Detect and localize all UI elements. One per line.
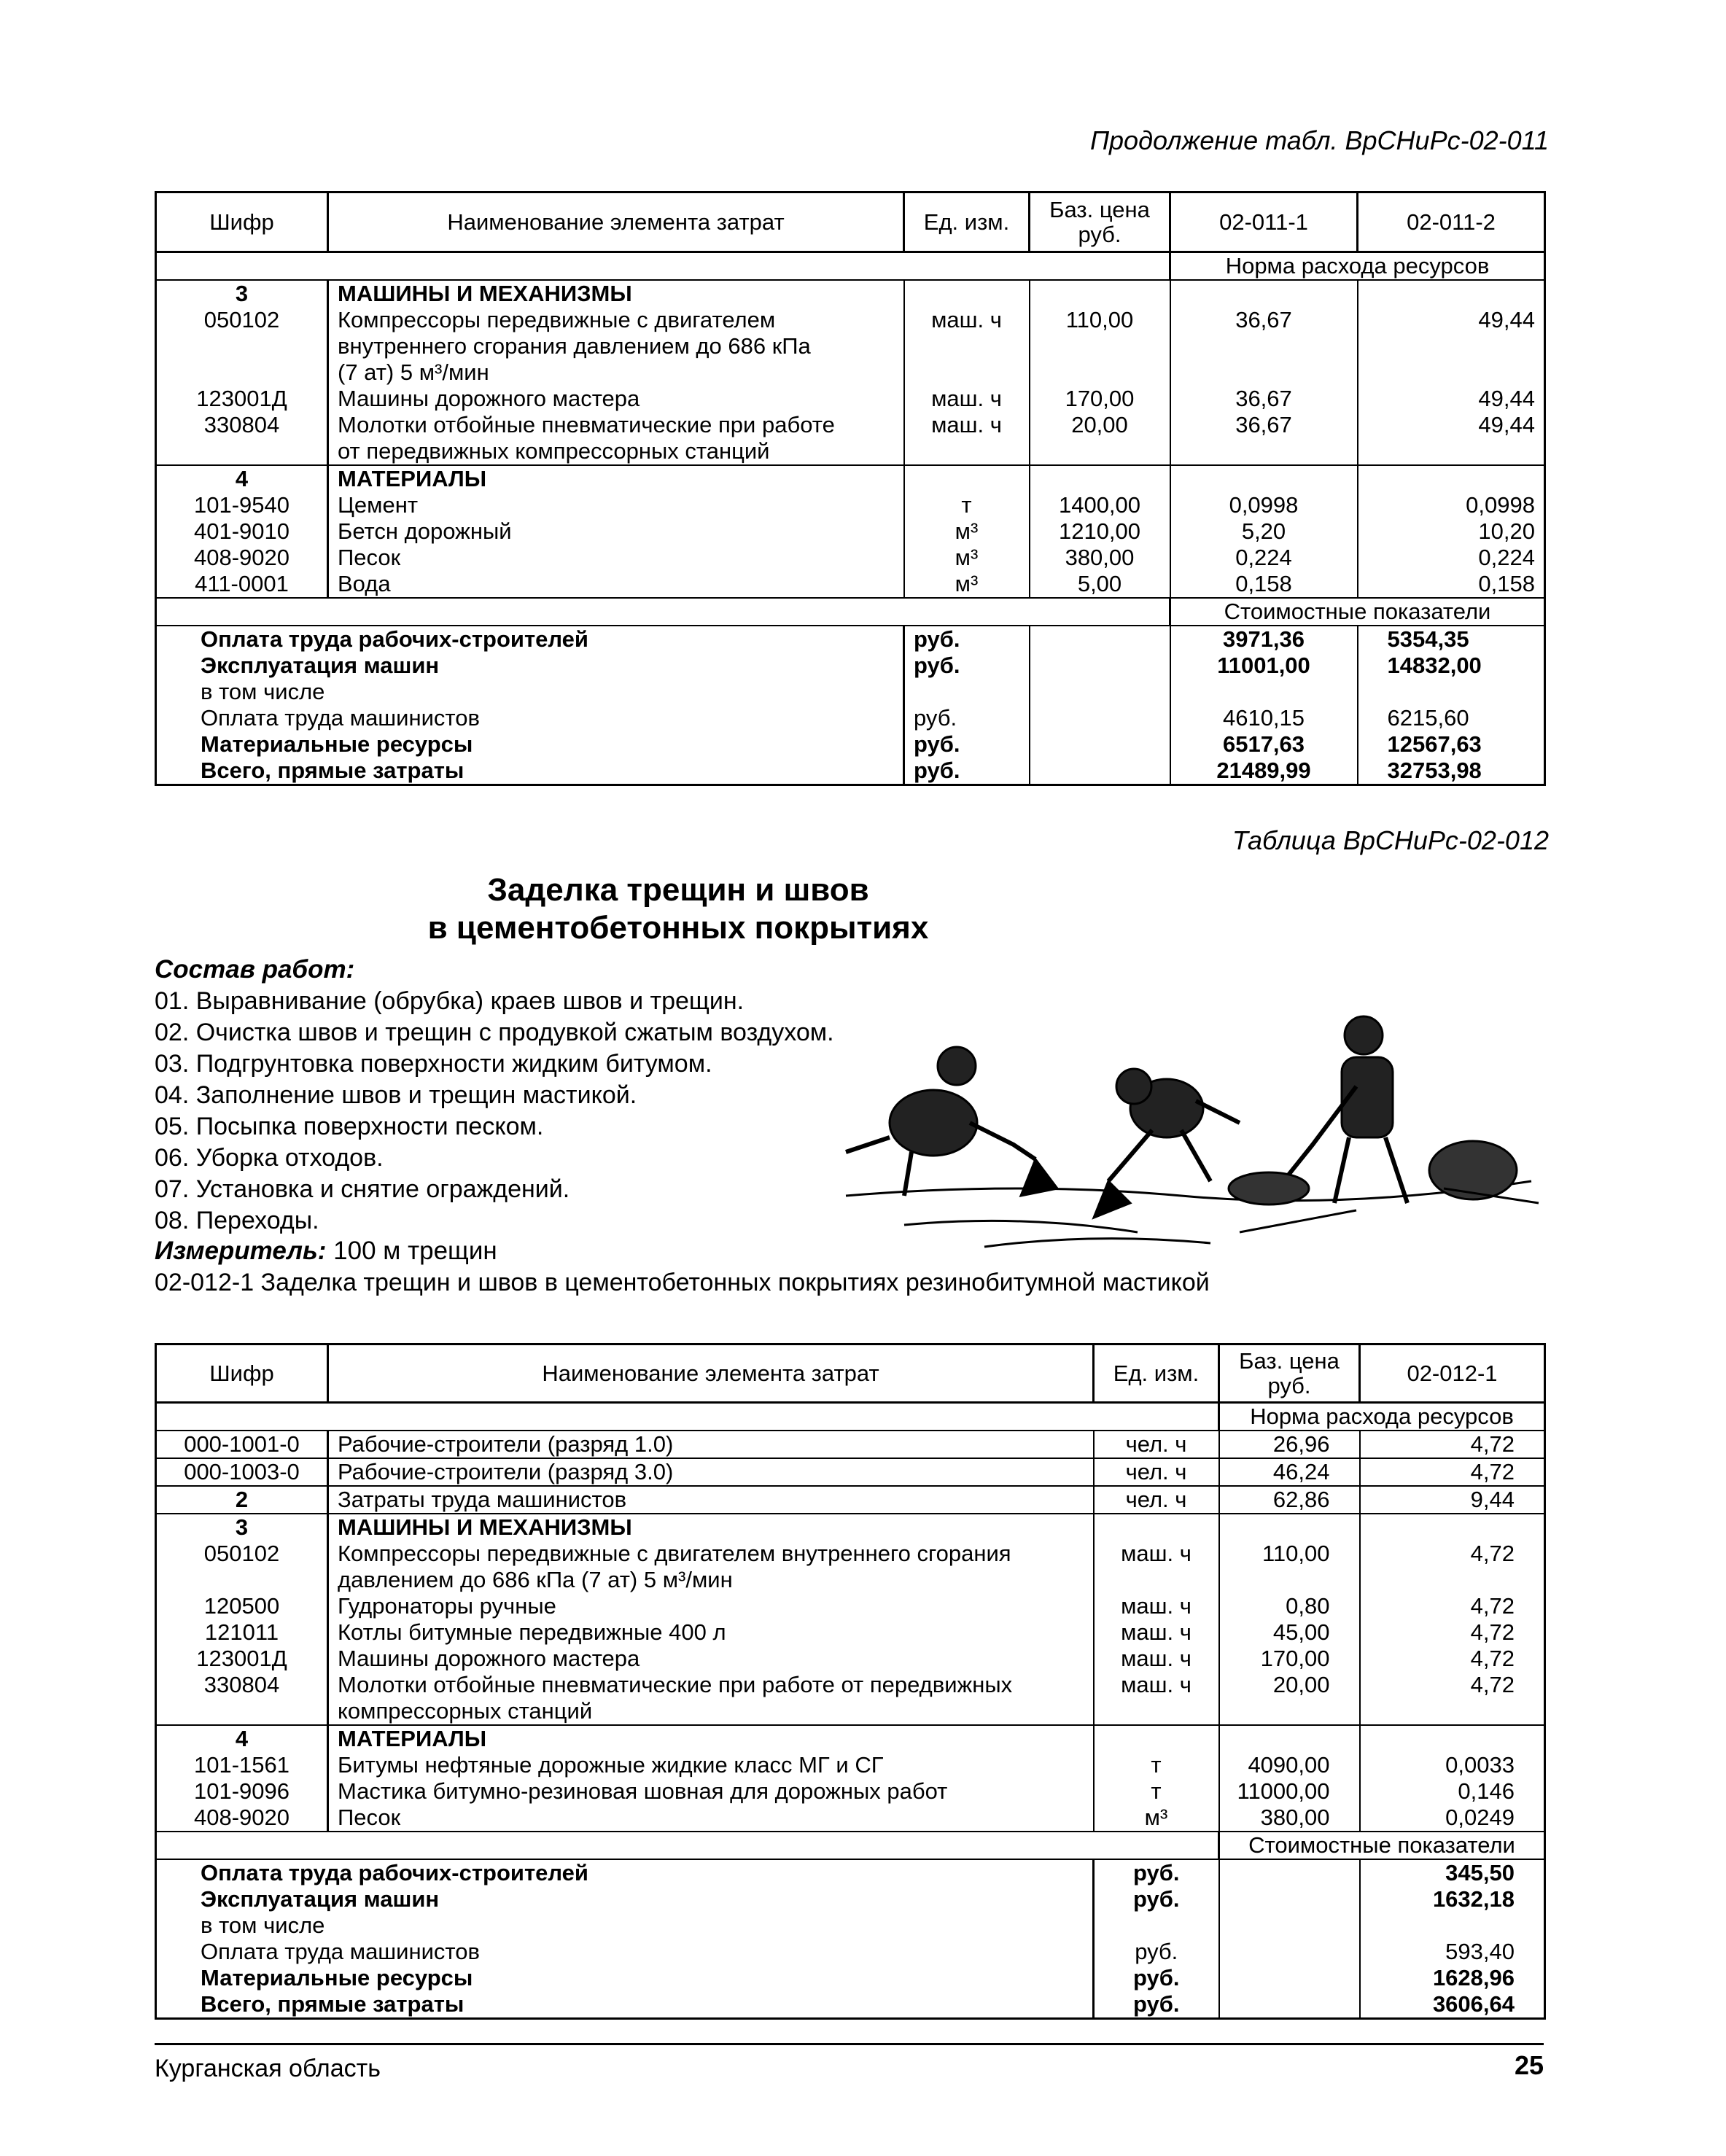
table-row <box>156 252 1545 281</box>
table-row <box>156 518 1545 545</box>
cell-unit: маш. ч <box>1094 1593 1219 1619</box>
col-header-price: Баз. цена руб. <box>1219 1344 1360 1403</box>
cell-name: Мастика битумно-резиновая шовная для дорожных работ <box>328 1778 1094 1805</box>
cell-name: Затраты труда машинистов <box>328 1486 1094 1514</box>
empty-cell <box>1219 1912 1360 1939</box>
cell-unit: маш. ч <box>904 386 1030 412</box>
cost-name: Оплата труда рабочих-строителей <box>156 1859 1094 1886</box>
cell-value-1: 0,0998 <box>1170 492 1358 518</box>
table-row <box>156 1541 1545 1593</box>
cell-code: 2 <box>156 1486 328 1514</box>
cell-price: 45,00 <box>1219 1619 1360 1646</box>
cell-code: 123001Д <box>156 386 328 412</box>
section-title: МАШИНЫ И МЕХАНИЗМЫ <box>328 280 904 307</box>
cell-value-2: 49,44 <box>1358 307 1545 386</box>
cell-value-1: 5,20 <box>1170 518 1358 545</box>
col-header-name: Наименование элемента затрат <box>328 1344 1094 1403</box>
table-row <box>156 705 1545 731</box>
cost-value-1: 593,40 <box>1360 1939 1545 1965</box>
table-row <box>156 1593 1545 1619</box>
cell-value-1: 0,224 <box>1170 545 1358 571</box>
empty-cell <box>1094 1725 1219 1752</box>
cell-unit: т <box>904 492 1030 518</box>
empty-cell <box>1030 465 1170 492</box>
cell-code: 101-9540 <box>156 492 328 518</box>
cell-value-1: 4,72 <box>1360 1541 1545 1593</box>
cell-unit: маш. ч <box>1094 1619 1219 1646</box>
empty-cell <box>1030 280 1170 307</box>
cost-value-1: 3971,36 <box>1170 626 1358 653</box>
cell-price: 1210,00 <box>1030 518 1170 545</box>
cell-value-1: 0,158 <box>1170 571 1358 598</box>
works-list <box>155 986 834 1237</box>
table-row <box>156 545 1545 571</box>
cell-price: 170,00 <box>1219 1646 1360 1672</box>
cost-value-1: 1632,18 <box>1360 1886 1545 1912</box>
cost-unit: руб. <box>904 626 1030 653</box>
meter <box>155 1237 497 1266</box>
cell-value-1: 4,72 <box>1360 1646 1545 1672</box>
cell-name: Песок <box>328 1805 1094 1832</box>
cost-value-1: 4610,15 <box>1170 705 1358 731</box>
empty-cell <box>1030 705 1170 731</box>
cost-value-2: 5354,35 <box>1358 626 1545 653</box>
table-row <box>156 1965 1545 1991</box>
norm-label: Норма расхода ресурсов <box>1170 252 1545 281</box>
empty-cell <box>1219 1514 1360 1541</box>
cost-unit: руб. <box>1094 1859 1219 1886</box>
empty-cell <box>1094 1514 1219 1541</box>
cell-name: Компрессоры передвижные с двигателем внутреннего сгорания давлением до 686 кПа (7 ат) 5 м³/мин <box>328 1541 1094 1593</box>
resource-table-02-011 <box>155 191 1546 786</box>
footer-region: Курганская область <box>155 2055 381 2082</box>
cell-unit: маш. ч <box>1094 1672 1219 1725</box>
empty-cell <box>1219 1859 1360 1886</box>
cost-unit: руб. <box>1094 1991 1219 2019</box>
cost-unit <box>904 679 1030 705</box>
empty-cell <box>904 280 1030 307</box>
cell-value-1: 4,72 <box>1360 1431 1545 1458</box>
cell-price: 26,96 <box>1219 1431 1360 1458</box>
cell-name: Песок <box>328 545 904 571</box>
cell-price: 170,00 <box>1030 386 1170 412</box>
cell-value-2: 0,158 <box>1358 571 1545 598</box>
table-row <box>156 626 1545 653</box>
cell-code: 330804 <box>156 1672 328 1725</box>
cost-name: Материальные ресурсы <box>156 1965 1094 1991</box>
table-row <box>156 1886 1545 1912</box>
table-row <box>156 1832 1545 1859</box>
section-title-line2: в цементобетонных покрытиях <box>427 910 929 946</box>
table-caption: Таблица ВрСНиРс-02-012 <box>1232 825 1549 855</box>
cell-price: 380,00 <box>1219 1805 1360 1832</box>
section-title: МАШИНЫ И МЕХАНИЗМЫ <box>328 1514 1094 1541</box>
table-row <box>156 1939 1545 1965</box>
cell-value-1: 0,146 <box>1360 1778 1545 1805</box>
cell-price: 0,80 <box>1219 1593 1360 1619</box>
table-row <box>156 653 1545 679</box>
section-code: 4 <box>156 1725 328 1752</box>
cell-value-1: 36,67 <box>1170 412 1358 465</box>
cost-value-1: 11001,00 <box>1170 653 1358 679</box>
cell-price: 4090,00 <box>1219 1752 1360 1778</box>
table-row <box>156 1859 1545 1886</box>
cell-unit: т <box>1094 1778 1219 1805</box>
cost-unit: руб. <box>904 653 1030 679</box>
cell-unit: маш. ч <box>904 307 1030 386</box>
cell-unit: маш. ч <box>1094 1541 1219 1593</box>
table-row <box>156 1991 1545 2019</box>
cell-value-1: 36,67 <box>1170 386 1358 412</box>
page-number: 25 <box>1514 2050 1544 2080</box>
cost-unit: руб. <box>1094 1939 1219 1965</box>
cost-value-1: 345,50 <box>1360 1859 1545 1886</box>
cost-value-1: 6517,63 <box>1170 731 1358 758</box>
cell-code: 000-1003-0 <box>156 1458 328 1486</box>
cost-value-2: 32753,98 <box>1358 758 1545 785</box>
cell-code: 120500 <box>156 1593 328 1619</box>
list-item: 02. Очистка швов и трещин с продувкой сжатым воздухом. <box>155 1019 834 1046</box>
table-row <box>156 1514 1545 1541</box>
table-row <box>156 758 1545 785</box>
cell-code: 000-1001-0 <box>156 1431 328 1458</box>
table-row <box>156 492 1545 518</box>
cell-value-1: 0,0249 <box>1360 1805 1545 1832</box>
table-row <box>156 1646 1545 1672</box>
cost-unit: руб. <box>1094 1886 1219 1912</box>
empty-cell <box>1360 1514 1545 1541</box>
empty-cell <box>1358 280 1545 307</box>
cell-unit: м³ <box>904 571 1030 598</box>
empty-cell <box>1219 1725 1360 1752</box>
table-row <box>156 1752 1545 1778</box>
list-item: 07. Установка и снятие ограждений. <box>155 1175 570 1203</box>
cell-code: 121011 <box>156 1619 328 1646</box>
cost-spacer <box>156 1832 1219 1859</box>
cell-name: Машины дорожного мастера <box>328 1646 1094 1672</box>
cost-value-2: 12567,63 <box>1358 731 1545 758</box>
table-row <box>156 1431 1545 1458</box>
cost-name: Всего, прямые затраты <box>156 758 904 785</box>
cell-code: 123001Д <box>156 1646 328 1672</box>
table-row <box>156 598 1545 626</box>
workers-illustration <box>802 1013 1546 1254</box>
cell-price: 62,86 <box>1219 1486 1360 1514</box>
col-header-price: Баз. цена руб. <box>1030 192 1170 252</box>
cell-code: 401-9010 <box>156 518 328 545</box>
cell-price: 20,00 <box>1030 412 1170 465</box>
cell-name: Рабочие-строители (разряд 3.0) <box>328 1458 1094 1486</box>
cell-unit: т <box>1094 1752 1219 1778</box>
resource-table-02-012-1 <box>155 1343 1546 2020</box>
cell-price: 46,24 <box>1219 1458 1360 1486</box>
cell-unit: маш. ч <box>1094 1646 1219 1672</box>
cost-name: Эксплуатация машин <box>156 1886 1094 1912</box>
works-composition-title: Состав работ: <box>155 955 355 984</box>
table-row <box>156 571 1545 598</box>
table-row <box>156 280 1545 307</box>
cost-name: Эксплуатация машин <box>156 653 904 679</box>
table-row <box>156 1619 1545 1646</box>
cell-name: Вода <box>328 571 904 598</box>
table-row <box>156 412 1545 465</box>
cell-price: 110,00 <box>1219 1541 1360 1593</box>
cell-unit: м³ <box>1094 1805 1219 1832</box>
col-header-02-012-1: 02-012-1 <box>1360 1344 1545 1403</box>
empty-cell <box>1030 653 1170 679</box>
cell-price: 5,00 <box>1030 571 1170 598</box>
empty-cell <box>1030 679 1170 705</box>
list-item: 01. Выравнивание (обрубка) краев швов и трещин. <box>155 987 745 1015</box>
cell-value-2: 49,44 <box>1358 386 1545 412</box>
cell-name: Битумы нефтяные дорожные жидкие класс МГ и СГ <box>328 1752 1094 1778</box>
cell-code: 101-1561 <box>156 1752 328 1778</box>
cost-unit: руб. <box>904 758 1030 785</box>
cell-value-1: 9,44 <box>1360 1486 1545 1514</box>
cell-code: 101-9096 <box>156 1778 328 1805</box>
cell-value-2: 0,0998 <box>1358 492 1545 518</box>
cell-price: 380,00 <box>1030 545 1170 571</box>
cell-code: 050102 <box>156 1541 328 1593</box>
footer-divider <box>155 2043 1544 2045</box>
meter-label: Измеритель: <box>155 1237 327 1265</box>
cost-value-2: 6215,60 <box>1358 705 1545 731</box>
cell-code: 330804 <box>156 412 328 465</box>
section-code: 3 <box>156 280 328 307</box>
table-row <box>156 1778 1545 1805</box>
empty-cell <box>1030 731 1170 758</box>
cell-code: 408-9020 <box>156 1805 328 1832</box>
section-title-line1: Заделка трещин и швов <box>487 872 869 908</box>
empty-cell <box>1219 1991 1360 2019</box>
meter-value: 100 м трещин <box>326 1237 497 1265</box>
empty-cell <box>1170 465 1358 492</box>
cost-unit: руб. <box>904 705 1030 731</box>
section-title: МАТЕРИАЛЫ <box>328 465 904 492</box>
cost-value-1: 1628,96 <box>1360 1965 1545 1991</box>
table-row <box>156 307 1545 386</box>
cell-value-1: 4,72 <box>1360 1619 1545 1646</box>
cost-name: Оплата труда машинистов <box>156 1939 1094 1965</box>
table-row <box>156 1805 1545 1832</box>
cell-unit: чел. ч <box>1094 1486 1219 1514</box>
norm-spacer <box>156 252 1170 281</box>
cell-value-2: 49,44 <box>1358 412 1545 465</box>
cell-value-2: 0,224 <box>1358 545 1545 571</box>
empty-cell <box>1219 1886 1360 1912</box>
cost-unit: руб. <box>1094 1965 1219 1991</box>
cell-value-2: 10,20 <box>1358 518 1545 545</box>
cell-value-1: 4,72 <box>1360 1593 1545 1619</box>
subtable-title: 02-012-1 Заделка трещин и швов в цементобетонных покрытиях резинобитумной мастикой <box>155 1269 1210 1296</box>
cell-code: 411-0001 <box>156 571 328 598</box>
empty-cell <box>1358 465 1545 492</box>
col-header-unit: Ед. изм. <box>904 192 1030 252</box>
table-continuation-caption: Продолжение табл. ВрСНиРс-02-011 <box>1089 125 1549 155</box>
list-item: 04. Заполнение швов и трещин мастикой. <box>155 1081 637 1109</box>
section-title: МАТЕРИАЛЫ <box>328 1725 1094 1752</box>
cost-label: Стоимостные показатели <box>1219 1832 1545 1859</box>
cell-name: Цемент <box>328 492 904 518</box>
empty-cell <box>1219 1965 1360 1991</box>
norm-label: Норма расхода ресурсов <box>1219 1403 1545 1431</box>
col-header-02-011-1: 02-011-1 <box>1170 192 1358 252</box>
cell-unit: маш. ч <box>904 412 1030 465</box>
cost-unit: руб. <box>904 731 1030 758</box>
cell-code: 408-9020 <box>156 545 328 571</box>
table-row <box>156 679 1545 705</box>
cost-name: Оплата труда машинистов <box>156 705 904 731</box>
cell-price: 1400,00 <box>1030 492 1170 518</box>
cell-name: Компрессоры передвижные с двигателем внутреннего сгорания давлением до 686 кПа (7 ат) 5 м³/мин <box>328 307 904 386</box>
section-code: 4 <box>156 465 328 492</box>
list-item: 03. Подгрунтовка поверхности жидким битумом. <box>155 1050 712 1078</box>
cell-unit: чел. ч <box>1094 1458 1219 1486</box>
cell-unit: чел. ч <box>1094 1431 1219 1458</box>
col-header-unit: Ед. изм. <box>1094 1344 1219 1403</box>
empty-cell <box>1170 280 1358 307</box>
cell-value-1: 4,72 <box>1360 1458 1545 1486</box>
cell-name: Молотки отбойные пневматические при работе от передвижных компрессорных станций <box>328 1672 1094 1725</box>
cost-value-1: 3606,64 <box>1360 1991 1545 2019</box>
table-row <box>156 1458 1545 1486</box>
cell-price: 110,00 <box>1030 307 1170 386</box>
cost-label: Стоимостные показатели <box>1170 598 1545 626</box>
cell-unit: м³ <box>904 545 1030 571</box>
cell-price: 11000,00 <box>1219 1778 1360 1805</box>
empty-cell <box>904 465 1030 492</box>
section-code: 3 <box>156 1514 328 1541</box>
table-row <box>156 1672 1545 1725</box>
cost-name: в том числе <box>156 1912 1094 1939</box>
list-item: 06. Уборка отходов. <box>155 1144 384 1172</box>
cell-name: Машины дорожного мастера <box>328 386 904 412</box>
cell-name: Рабочие-строители (разряд 1.0) <box>328 1431 1094 1458</box>
cost-value-1: 21489,99 <box>1170 758 1358 785</box>
cost-value-2 <box>1358 679 1545 705</box>
col-header-02-011-2: 02-011-2 <box>1358 192 1545 252</box>
table-row <box>156 386 1545 412</box>
cost-name: Оплата труда рабочих-строителей <box>156 626 904 653</box>
cost-name: в том числе <box>156 679 904 705</box>
cell-value-1: 0,0033 <box>1360 1752 1545 1778</box>
table-row <box>156 465 1545 492</box>
table-row <box>156 1725 1545 1752</box>
table-row <box>156 1486 1545 1514</box>
col-header-name: Наименование элемента затрат <box>328 192 904 252</box>
empty-cell <box>1030 626 1170 653</box>
cost-value-1 <box>1170 679 1358 705</box>
table-row <box>156 1912 1545 1939</box>
cell-code: 050102 <box>156 307 328 386</box>
cell-value-1: 36,67 <box>1170 307 1358 386</box>
empty-cell <box>1219 1939 1360 1965</box>
cost-unit <box>1094 1912 1219 1939</box>
cell-name: Молотки отбойные пневматические при работе от передвижных компрессорных станций <box>328 412 904 465</box>
table-row <box>156 731 1545 758</box>
cell-price: 20,00 <box>1219 1672 1360 1725</box>
table-row <box>156 1403 1545 1431</box>
col-header-code: Шифр <box>156 1344 328 1403</box>
col-header-code: Шифр <box>156 192 328 252</box>
cell-unit: м³ <box>904 518 1030 545</box>
empty-cell <box>1360 1725 1545 1752</box>
cost-value-1 <box>1360 1912 1545 1939</box>
cost-name: Всего, прямые затраты <box>156 1991 1094 2019</box>
cell-name: Гудронаторы ручные <box>328 1593 1094 1619</box>
norm-spacer <box>156 1403 1219 1431</box>
list-item: 08. Переходы. <box>155 1207 319 1234</box>
cost-value-2: 14832,00 <box>1358 653 1545 679</box>
cell-value-1: 4,72 <box>1360 1672 1545 1725</box>
cost-spacer <box>156 598 1170 626</box>
empty-cell <box>1030 758 1170 785</box>
cell-name: Бетсн дорожный <box>328 518 904 545</box>
cell-name: Котлы битумные передвижные 400 л <box>328 1619 1094 1646</box>
cost-name: Материальные ресурсы <box>156 731 904 758</box>
list-item: 05. Посыпка поверхности песком. <box>155 1113 544 1140</box>
